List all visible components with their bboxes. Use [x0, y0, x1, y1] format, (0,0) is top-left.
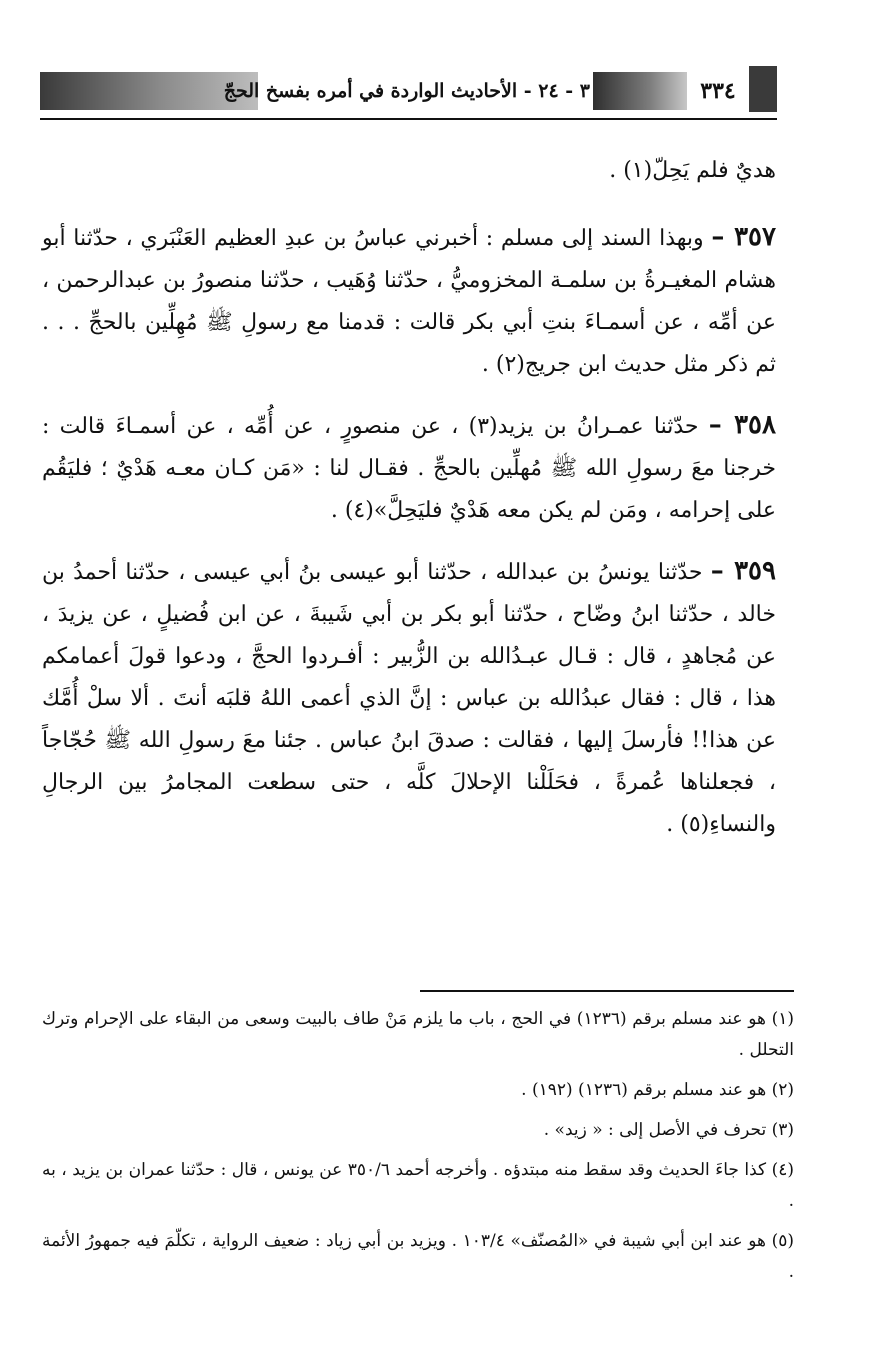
continued-paragraph: هديٌ فلم يَحِلّ(١) .: [609, 158, 776, 183]
hadith-paragraph: [42, 404, 776, 532]
header-decorative-bar-middle: [593, 72, 687, 110]
hadith-text: وبهذا السند إلى مسلم : أخبرني عباسُ بن عبدِ العظيم العَنْبَري ، حدّثنا أبو هشام المغيـرةُ بن سلمـة المخزوميُّ ، حدّثنا وُهَيب ، حدّثنا منصورُ بن عبدالرحمن ، عن أمِّه ، عن أسمـاءَ بنتِ أبي بكر قالت : قدمنا مع رسولِ ﷺ مُهِلِّين بالحجِّ . . . ثم ذكر مثل حديث ابن جريج(٢) .: [42, 226, 776, 377]
hadith-number: ٣٥٨ –: [708, 410, 776, 440]
chapter-title: ٣ - ٢٤ - الأحاديث الواردة في أمره بفسخ الحجّ: [223, 80, 590, 102]
header-rule: [40, 118, 777, 120]
hadith-number: ٣٥٩ –: [710, 556, 776, 586]
page-header: [40, 66, 777, 114]
header-decorative-bar-right: [749, 66, 777, 112]
footnote: (٤) كذا جاءَ الحديث وقد سقط منه مبتدؤه . وأخرجه أحمد ٣٥٠/٦ عن يونس ، قال : حدّثنا عمران بن يزيد ، به .: [42, 1160, 794, 1211]
page-number: ٣٣٤: [700, 78, 736, 104]
footnotes: [42, 1004, 794, 1297]
hadith-paragraph: [42, 550, 776, 846]
footnote: (٣) تحرف في الأصل إلى : « زيد» .: [543, 1120, 794, 1140]
footnote-separator: [420, 990, 794, 992]
footnote: (١) هو عند مسلم برقم (١٢٣٦) في الحج ، باب ما يلزم مَنْ طاف بالبيت وسعى من البقاء على الإحرام وترك التحلل .: [42, 1009, 795, 1060]
hadith-paragraph: [42, 216, 776, 386]
hadith-number: ٣٥٧ –: [711, 222, 776, 252]
footnote: (٥) هو عند ابن أبي شيبة في «المُصنّف» ١٠٣/٤ . ويزيد بن أبي زياد : ضعيف الرواية ، تكلّمَ فيه جمهورُ الأئمة .: [42, 1231, 794, 1282]
main-text: [42, 150, 776, 864]
hadith-text: حدّثنا يونسُ بن عبدالله ، حدّثنا أبو عيسى بنُ أبي عيسى ، حدّثنا أحمدُ بن خالد ، حدّثنا ابنُ وضّاح ، حدّثنا أبو بكر بن أبي شَيبةَ ، عن ابن فُضيلٍ ، عن يزيدَ ، عن مُجاهدٍ ، قال : قـال عبـدُالله بن الزُّبير : أفـردوا الحجَّ ، ودعوا قولَ أعمامكم هذا ، قال : فقال عبدُالله بن عباس : إنَّ الذي أعمى اللهُ قلبَه أنتَ . ألا سلْ أُمَّك عن هذا!! فأرسلَ إليها ، فقالت : صدقَ ابنُ عباس . جئنا معَ رسولِ الله ﷺ حُجّاجاً ، فجعلناها عُمرةً ، فحَلَلْنا الإحلالَ كلَّه ، حتى سطعت المجامرُ بين الرجالِ والنساءِ(٥) .: [42, 560, 776, 837]
hadith-text: حدّثنا عمـرانُ بن يزيد(٣) ، عن منصورٍ ، عن أُمِّه ، عن أسمـاءَ قالت : خرجنا معَ رسولِ الله ﷺ مُهلِّين بالحجِّ . فقـال لنا : «مَن كـان معـه هَدْيٌ ؛ فليَقُم على إحرامه ، ومَن لم يكن معه هَدْيٌ فليَحِلَّ»(٤) .: [42, 414, 776, 523]
footnote: (٢) هو عند مسلم برقم (١٢٣٦) (١٩٢) .: [521, 1080, 794, 1100]
